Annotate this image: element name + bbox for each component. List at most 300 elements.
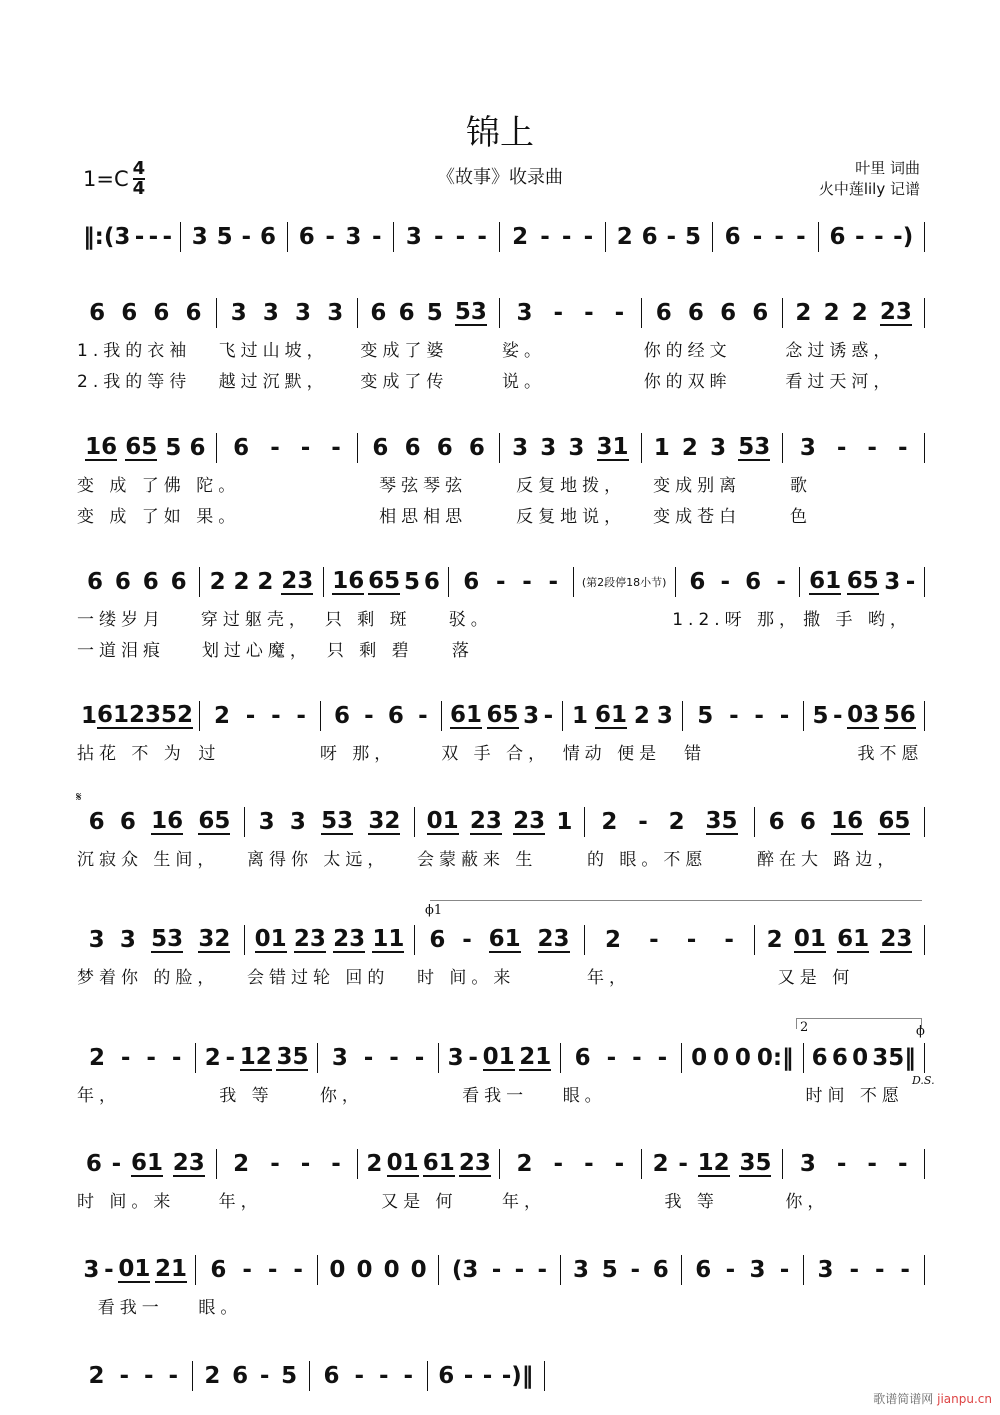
notes-line [75, 565, 925, 599]
measure [324, 567, 449, 597]
notes-line [75, 923, 925, 957]
note: - [146, 1045, 156, 1071]
ds-mark: D.S. [912, 1074, 935, 1087]
lyric-segment: 呀 那， [319, 744, 397, 764]
note: 2 [605, 927, 622, 953]
note: 3 [540, 435, 557, 461]
lyric-segment: 变 成 了佛 陀。 [77, 476, 241, 496]
volta-1-bracket [430, 900, 922, 901]
lyric-segment: 又是 何 [757, 968, 855, 988]
measure [755, 807, 925, 837]
note: - [796, 224, 806, 250]
note: 01 [118, 1256, 151, 1282]
lyric-segment: 年， [587, 968, 631, 988]
note: 23 [172, 1150, 205, 1176]
measure [442, 701, 563, 731]
note: 6 [85, 1151, 102, 1177]
measure [394, 222, 500, 252]
note: - [752, 224, 763, 250]
note: 32 [198, 926, 231, 952]
lyric-segment: 一缕岁月 [77, 610, 165, 630]
note: - [403, 1363, 413, 1389]
note: 61 [422, 1150, 455, 1176]
note: 6 [387, 703, 404, 729]
note: - [463, 1363, 474, 1389]
lyric-segment: 只 剩 斑 [324, 610, 412, 630]
note: 5 [426, 300, 443, 326]
note: - [867, 1151, 877, 1177]
lyric-segment [800, 636, 925, 661]
note: 65 [878, 808, 911, 834]
lyric-segment [439, 1293, 560, 1318]
note: 53 [151, 926, 184, 952]
note: 3 [799, 1151, 816, 1177]
note: 2 [516, 1151, 533, 1177]
lyric-segment: 撒 手 哟， [803, 610, 912, 630]
lyric-segment: 年， [77, 1086, 121, 1106]
lyric-segment: 错 [684, 744, 707, 764]
lyric-segment: 变成了婆 [360, 341, 449, 361]
note: - [389, 1045, 399, 1071]
note: 2 [257, 569, 274, 595]
note: 6 [652, 1257, 669, 1283]
measure [217, 1149, 359, 1179]
note: 6 [153, 300, 170, 326]
note: 0 [734, 1045, 751, 1071]
note: 2 [851, 300, 868, 326]
measure: (第2段停18小节) [574, 567, 676, 597]
watermark-site: 歌谱简谱网 [873, 1392, 934, 1406]
note: 35 [276, 1044, 309, 1070]
note: 61 [837, 926, 870, 952]
note: - [874, 1257, 885, 1283]
note: 12 [239, 1044, 272, 1070]
note: - [104, 1257, 114, 1283]
note: 6 [429, 927, 446, 953]
lyric-segment: 沉寂众 生间， [77, 850, 220, 870]
note: - [364, 703, 374, 729]
note: 53 [454, 299, 487, 325]
measure [642, 1149, 784, 1179]
measure [819, 222, 925, 252]
score-system [75, 565, 925, 661]
note: - [331, 1151, 341, 1177]
note: - [874, 224, 884, 250]
measure [75, 567, 200, 597]
note: 6 [404, 435, 421, 461]
note: - [666, 224, 677, 250]
lyric-segment: 又是 何 [360, 1192, 458, 1212]
note: 11 [372, 926, 405, 952]
lyric-line [75, 367, 925, 392]
note: 23 [281, 568, 314, 594]
note: - [725, 1257, 736, 1283]
note: 65 [486, 702, 519, 728]
note: - [418, 703, 428, 729]
note: 6 [799, 809, 816, 835]
measure [783, 1149, 925, 1179]
lyric-segment: 2.我的等待 [77, 372, 192, 392]
note: - [267, 1257, 278, 1283]
lyric-segment: 会蒙蔽来 生 [417, 850, 538, 870]
note: 5 [685, 224, 702, 250]
song-title: 锦上 [466, 113, 534, 153]
note: 6 [88, 809, 105, 835]
lyric-line [75, 1187, 925, 1212]
lyric-segment: 年， [218, 1192, 263, 1212]
volta-2-label: 2 [800, 1020, 809, 1035]
note: 6 [829, 224, 846, 250]
note: - [657, 1045, 668, 1071]
note: 2 [209, 569, 226, 595]
lyric-segment: 变成苍白 [653, 507, 742, 527]
note: 03 [847, 702, 880, 728]
note: 52 [161, 702, 194, 728]
measure [245, 807, 415, 837]
lyric-segment: 时 间。来 [417, 968, 516, 988]
note: 2 [512, 224, 529, 250]
lyric-segment: 你， [785, 1192, 830, 1212]
note: 2 [88, 1045, 105, 1071]
note: 35‖ [872, 1045, 916, 1071]
measure [500, 433, 642, 463]
note: - [606, 1045, 617, 1071]
note: - [331, 435, 341, 461]
measure [783, 298, 925, 328]
lyric-segment: 离得你 太远， [247, 850, 390, 870]
lyric-segment: 眼。 [562, 1086, 607, 1106]
note: - [754, 703, 764, 729]
volta-2-bracket [796, 1018, 922, 1029]
note: - [120, 1045, 131, 1071]
measure [358, 298, 500, 328]
note: 61 [97, 702, 130, 728]
measure [415, 925, 585, 955]
note: -) [893, 224, 914, 250]
measure [428, 1361, 546, 1391]
lyric-segment: 1.2.呀 那， [672, 610, 802, 630]
lyric-segment: 娑。 [502, 341, 547, 361]
note: 61 [488, 926, 521, 952]
note: - [584, 1151, 594, 1177]
note: 6 [438, 1363, 455, 1389]
note: 16 [831, 808, 864, 834]
note: 6 [752, 300, 769, 326]
note: 6 [463, 569, 480, 595]
lyric-line [75, 1293, 925, 1318]
note: 6 [720, 300, 737, 326]
note: - [855, 224, 865, 250]
note: 6 [260, 224, 277, 250]
lyric-segment: 的 眼。不愿 [587, 850, 708, 870]
note: (3 [451, 1257, 479, 1283]
watermark-domain: jianpu.cn [937, 1392, 992, 1406]
measure [500, 298, 642, 328]
note: 6 [89, 300, 106, 326]
lyric-line [75, 605, 925, 630]
note: - [378, 1363, 389, 1389]
note: 31 [596, 434, 629, 460]
note: - [414, 1045, 425, 1071]
note: 2 [601, 809, 618, 835]
lyric-segment: 琴弦琴弦 [379, 476, 468, 496]
note: - [553, 1151, 564, 1177]
note: 01 [793, 926, 826, 952]
lyric-segment [561, 1293, 682, 1318]
note: 6 [189, 435, 206, 461]
note: - [482, 1363, 493, 1389]
note: 6 [655, 300, 672, 326]
note: - [296, 703, 306, 729]
note: 3 [512, 435, 529, 461]
note: 16 [332, 568, 365, 594]
score-system [75, 296, 925, 392]
note: 32 [368, 808, 401, 834]
note: - [583, 224, 594, 250]
note: - [134, 224, 145, 250]
measure [288, 222, 394, 252]
lyric-segment: 只 剩 碧 [326, 641, 414, 661]
note: 6 [745, 569, 762, 595]
score-system [75, 923, 925, 988]
note: 6 [232, 1363, 249, 1389]
measure [75, 807, 245, 837]
lyric-segment: 梦着你 的脸， [77, 968, 220, 988]
note: 5 [165, 435, 182, 461]
note: 23 [129, 702, 162, 728]
lyric-segment [318, 1293, 439, 1318]
note: - [495, 569, 506, 595]
note: 61 [594, 702, 627, 728]
measure [804, 1255, 925, 1285]
lyric-segment: 变成了传 [360, 372, 449, 392]
note: 6 [170, 569, 187, 595]
lyric-line [75, 1081, 925, 1106]
measure [500, 222, 606, 252]
note: 6 [831, 1045, 848, 1071]
note: - [548, 569, 559, 595]
note: 2 [233, 1151, 250, 1177]
note: 3 [523, 703, 540, 729]
score-system [75, 805, 925, 870]
score-system [75, 1253, 925, 1318]
note: 2 [204, 1045, 221, 1071]
measure [449, 567, 574, 597]
lyric-segment: 驳。 [448, 610, 493, 630]
note: - [776, 569, 786, 595]
note: 6 [333, 703, 350, 729]
note: - [242, 1257, 252, 1283]
note: - [779, 1257, 790, 1283]
lyric-segment: 你的双眸 [643, 372, 732, 392]
note: 23 [293, 926, 326, 952]
measure [358, 1149, 500, 1179]
note: - [905, 569, 916, 595]
lyric-segment: 我不愿 [805, 744, 924, 764]
note: 5 [697, 703, 714, 729]
note: - [614, 300, 625, 326]
lyric-line [75, 739, 925, 764]
note: 6 [114, 569, 131, 595]
lyric-line [75, 845, 925, 870]
note: - [897, 435, 908, 461]
note: - [553, 300, 564, 326]
note: - [540, 224, 550, 250]
note: - [293, 1257, 303, 1283]
measure [439, 1043, 560, 1073]
measure [75, 1043, 196, 1073]
note: 6 [641, 224, 658, 250]
note: 3 [289, 809, 306, 835]
measure [682, 1255, 803, 1285]
note: 6 [370, 300, 387, 326]
note: - [325, 224, 335, 250]
note: - [119, 1363, 129, 1389]
note: 2 [88, 1363, 105, 1389]
note: 0 [329, 1257, 346, 1283]
measure [181, 222, 287, 252]
subtitle: 《故事》收录曲 [437, 167, 563, 188]
note: 01 [386, 1150, 419, 1176]
note: - [433, 224, 444, 250]
note: - [468, 1045, 478, 1071]
note: 0:‖ [756, 1045, 794, 1071]
note: 3 [119, 927, 136, 953]
note: - [729, 703, 739, 729]
notes-line [75, 220, 925, 254]
note: 1 [653, 435, 670, 461]
note: 5 [812, 703, 829, 729]
note: - [724, 927, 734, 953]
lyric-segment: 看我一 [77, 1298, 164, 1318]
note: 6 [687, 300, 704, 326]
credits [819, 158, 920, 200]
measure [75, 222, 181, 252]
note: - [148, 224, 159, 250]
note: - [168, 1363, 178, 1389]
note: - [477, 224, 487, 250]
notes-line [75, 1147, 925, 1181]
measure [245, 925, 415, 955]
lyric-segment [575, 636, 675, 661]
lyric-segment: 情动 便是 [562, 744, 662, 764]
lyric-segment [682, 1293, 803, 1318]
note: - [900, 1257, 910, 1283]
note: 3 [568, 435, 585, 461]
note: 3 [295, 300, 312, 326]
note: 6 [423, 569, 440, 595]
score-system [75, 1147, 925, 1212]
measure [606, 222, 712, 252]
score-system [75, 431, 925, 527]
note: 6 [210, 1257, 227, 1283]
score-system [75, 220, 925, 254]
measure [75, 1255, 196, 1285]
lyric-segment: 眼。 [198, 1298, 243, 1318]
lyric-segment: 年， [502, 1192, 547, 1212]
note: 53 [321, 808, 354, 834]
note: - [543, 703, 554, 729]
note: - [270, 435, 280, 461]
note: - [720, 569, 731, 595]
note: 6 [398, 300, 415, 326]
note: -)‖ [501, 1363, 534, 1389]
lyric-line [75, 636, 925, 661]
measure [561, 1255, 682, 1285]
measure [683, 701, 804, 731]
lyric-line [75, 336, 925, 361]
note: 2 [681, 435, 698, 461]
notes-line [75, 1253, 925, 1287]
note: 3 [88, 927, 105, 953]
lyric-segment: 拈花 不 为 [77, 744, 186, 764]
measure [75, 433, 217, 463]
lyric-segment: 反复地拨， [516, 476, 627, 496]
note: 23 [537, 926, 570, 952]
notes-line [75, 805, 925, 839]
note: 16 [151, 808, 184, 834]
notes-line [75, 1359, 545, 1393]
note: 35 [705, 808, 738, 834]
note: 6 [298, 224, 315, 250]
lyric-segment [240, 471, 377, 496]
measure [200, 701, 321, 731]
lyric-segment: 你， [319, 1086, 364, 1106]
note: 0 [383, 1257, 400, 1283]
measure [783, 433, 925, 463]
lyric-segment: 划过心魔， [201, 641, 312, 661]
note: 2 [652, 1151, 669, 1177]
note: 65 [368, 568, 401, 594]
note: 3 [447, 1045, 464, 1071]
note: 6 [323, 1363, 340, 1389]
note: 2 [795, 300, 812, 326]
lyric-segment [571, 605, 671, 630]
note: - [630, 1257, 641, 1283]
notes-line [75, 431, 925, 465]
lyric-segment: 看过天河， [785, 372, 896, 392]
note: - [849, 1257, 859, 1283]
segno-mark: 𝄋 [76, 790, 82, 805]
note: - [171, 1045, 182, 1071]
lyric-segment: 时间 不愿 [805, 1086, 904, 1106]
note: - [779, 703, 790, 729]
lyric-segment: 飞过山坡， [218, 341, 329, 361]
lyric-segment: 反复地说， [516, 507, 627, 527]
measure [642, 433, 784, 463]
note: 5 [281, 1363, 298, 1389]
note: - [354, 1363, 364, 1389]
note: 3 [345, 224, 362, 250]
lyric-line [75, 963, 925, 988]
note: - [270, 1151, 280, 1177]
note: 3 [516, 300, 533, 326]
note: - [143, 1363, 154, 1389]
measure [193, 1361, 311, 1391]
transcriber: 火中莲lily 记谱 [818, 180, 920, 198]
watermark [873, 1390, 992, 1407]
note: 6 [689, 569, 706, 595]
note: 1 [81, 703, 98, 729]
lyric-segment: 歌 [790, 476, 813, 496]
note: 2 [233, 569, 250, 595]
measure [318, 1255, 439, 1285]
measure [800, 567, 925, 597]
measure [642, 298, 784, 328]
note: 35 [739, 1150, 772, 1176]
note: 6 [811, 1045, 828, 1071]
measure [563, 701, 684, 731]
